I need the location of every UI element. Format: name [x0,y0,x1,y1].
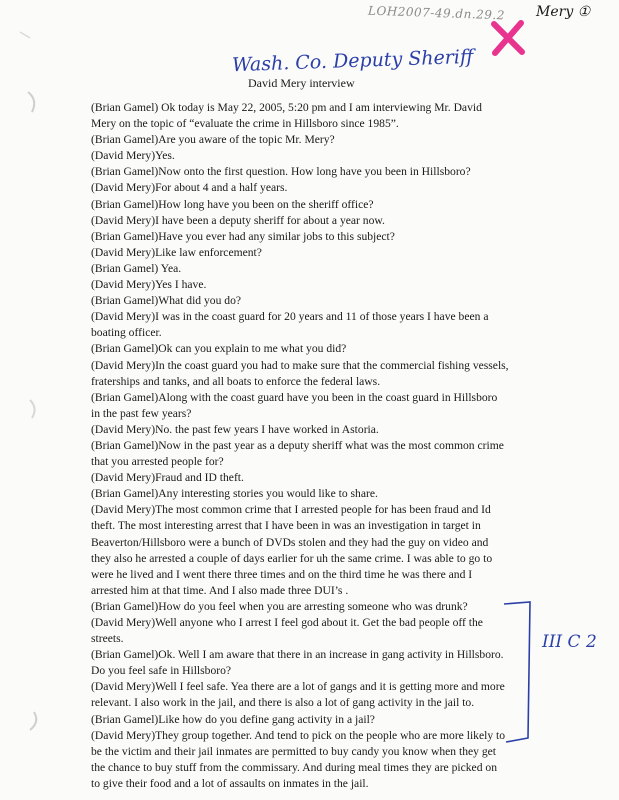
transcript-line: (David Mery)Well I feel safe. Yea there are a lot of gangs and it is getting more and more [91,680,505,694]
transcript-line: (Brian Gamel) Yea. [91,261,182,275]
transcript-line: (Brian Gamel)How do you feel when you are arresting someone who was drunk? [91,599,468,613]
transcript-line: (David Mery)Yes I have. [91,278,207,292]
transcript-line: (David Mery)No. the past few years I have worked in Astoria. [91,422,379,436]
transcript-line: theft. The most interesting arrest that I have been in was an investigation in target in [91,519,481,533]
transcript-line: (Brian Gamel)Ok. Well I am aware that there in an increase in gang activity in Hillsboro. [91,648,504,662]
transcript-line: (Brian Gamel)How long have you been on the sheriff office? [91,197,374,211]
transcript-line: (Brian Gamel)Like how do you define gang activity in a jail? [91,712,375,726]
page-name-tag: Mery ① [536,4,591,20]
transcript-line: they also he arrested a couple of days earlier for uh the same crime. I was able to go to [91,551,493,565]
transcript-line: the chance to buy stuff from the commissary. And during meal times they are picked on [91,760,497,774]
transcript-line: Beaverton/Hillsboro were a bunch of DVDs stolen and they had the guy on video and [91,535,489,549]
transcript-line: (Brian Gamel)Any interesting stories you would like to share. [91,487,378,501]
transcript-line: (Brian Gamel)Ok can you explain to me what you did? [91,342,347,356]
transcript-line: streets. [91,632,124,646]
margin-smudges [0,0,60,800]
transcript-line: were he lived and I went there three times and on the third time he was there and I [91,567,473,581]
transcript-line: relevant. I also work in the jail, and there is also a lot of gang activity in the jail to. [91,696,475,710]
transcript-line: that you arrested people for? [91,455,224,469]
margin-bracket-icon [500,596,560,746]
transcript-line: (David Mery)Well anyone who I arrest I feel god about it. Get the bad people off the [91,616,483,629]
margin-note: III C 2 [542,632,597,652]
transcript-line: (David Mery)I was in the coast guard for 20 years and 11 of those years I have been a [91,310,489,324]
transcript-line: (David Mery)They group together. And tend to pick on the people who are more likely to [91,728,506,742]
transcript-line: (David Mery)Like law enforcement? [91,245,262,259]
transcript-line: (David Mery)I have been a deputy sheriff for about a year now. [91,213,385,227]
transcript-line: (David Mery)Fraud and ID theft. [91,471,244,485]
pink-x-mark-icon [488,18,528,58]
handwritten-title: Wash. Co. Deputy Sheriff [231,45,474,77]
transcript-line: (Brian Gamel)Along with the coast guard have you been in the coast guard in Hillsboro [91,390,498,404]
transcript-line: boating officer. [91,326,162,340]
transcript-line: (David Mery)In the coast guard you had to make sure that the commercial fishing vessels, [91,358,509,372]
transcript-line: to give their food and a lot of assaults on inmates in the jail. [91,776,369,790]
transcript-line: (Brian Gamel)What did you do? [91,294,242,308]
transcript-line: (Brian Gamel)Now in the past year as a deputy sheriff what was the most common crime [91,438,504,452]
transcript-line: arrested him at that time. And I also made three DUI’s . [91,583,349,597]
transcript-line: be the victim and their jail inmates are permitted to buy candy you know when they get [91,744,497,758]
transcript-line: (David Mery)The most common crime that I arrested people for has been fraud and Id [91,503,491,517]
transcript-line: fraterships and tanks, and all boats to enforce the federal laws. [91,374,381,388]
transcript-line: in the past few years? [91,406,192,420]
transcript-line: (Brian Gamel)Now onto the first question. How long have you been in Hillsboro? [91,165,471,179]
transcript-line: Mery on the topic of “evaluate the crime in Hillsboro since 1985”. [91,117,399,131]
transcript-line: (Brian Gamel)Have you ever had any similar jobs to this subject? [91,229,395,243]
transcript-line: Do you feel safe in Hillsboro? [91,664,232,678]
transcript-line: (Brian Gamel)Are you aware of the topic Mr. Mery? [91,133,335,147]
transcript-line: (David Mery)For about 4 and a half years. [91,181,288,195]
accession-number: LOH2007-49.dn.29.2 [367,3,506,23]
transcript-line: (David Mery)Yes. [91,149,175,163]
transcript-line: (Brian Gamel) Ok today is May 22, 2005, 5:20 pm and I am interviewing Mr. David [91,101,482,114]
page-title: David Mery interview [248,76,355,90]
